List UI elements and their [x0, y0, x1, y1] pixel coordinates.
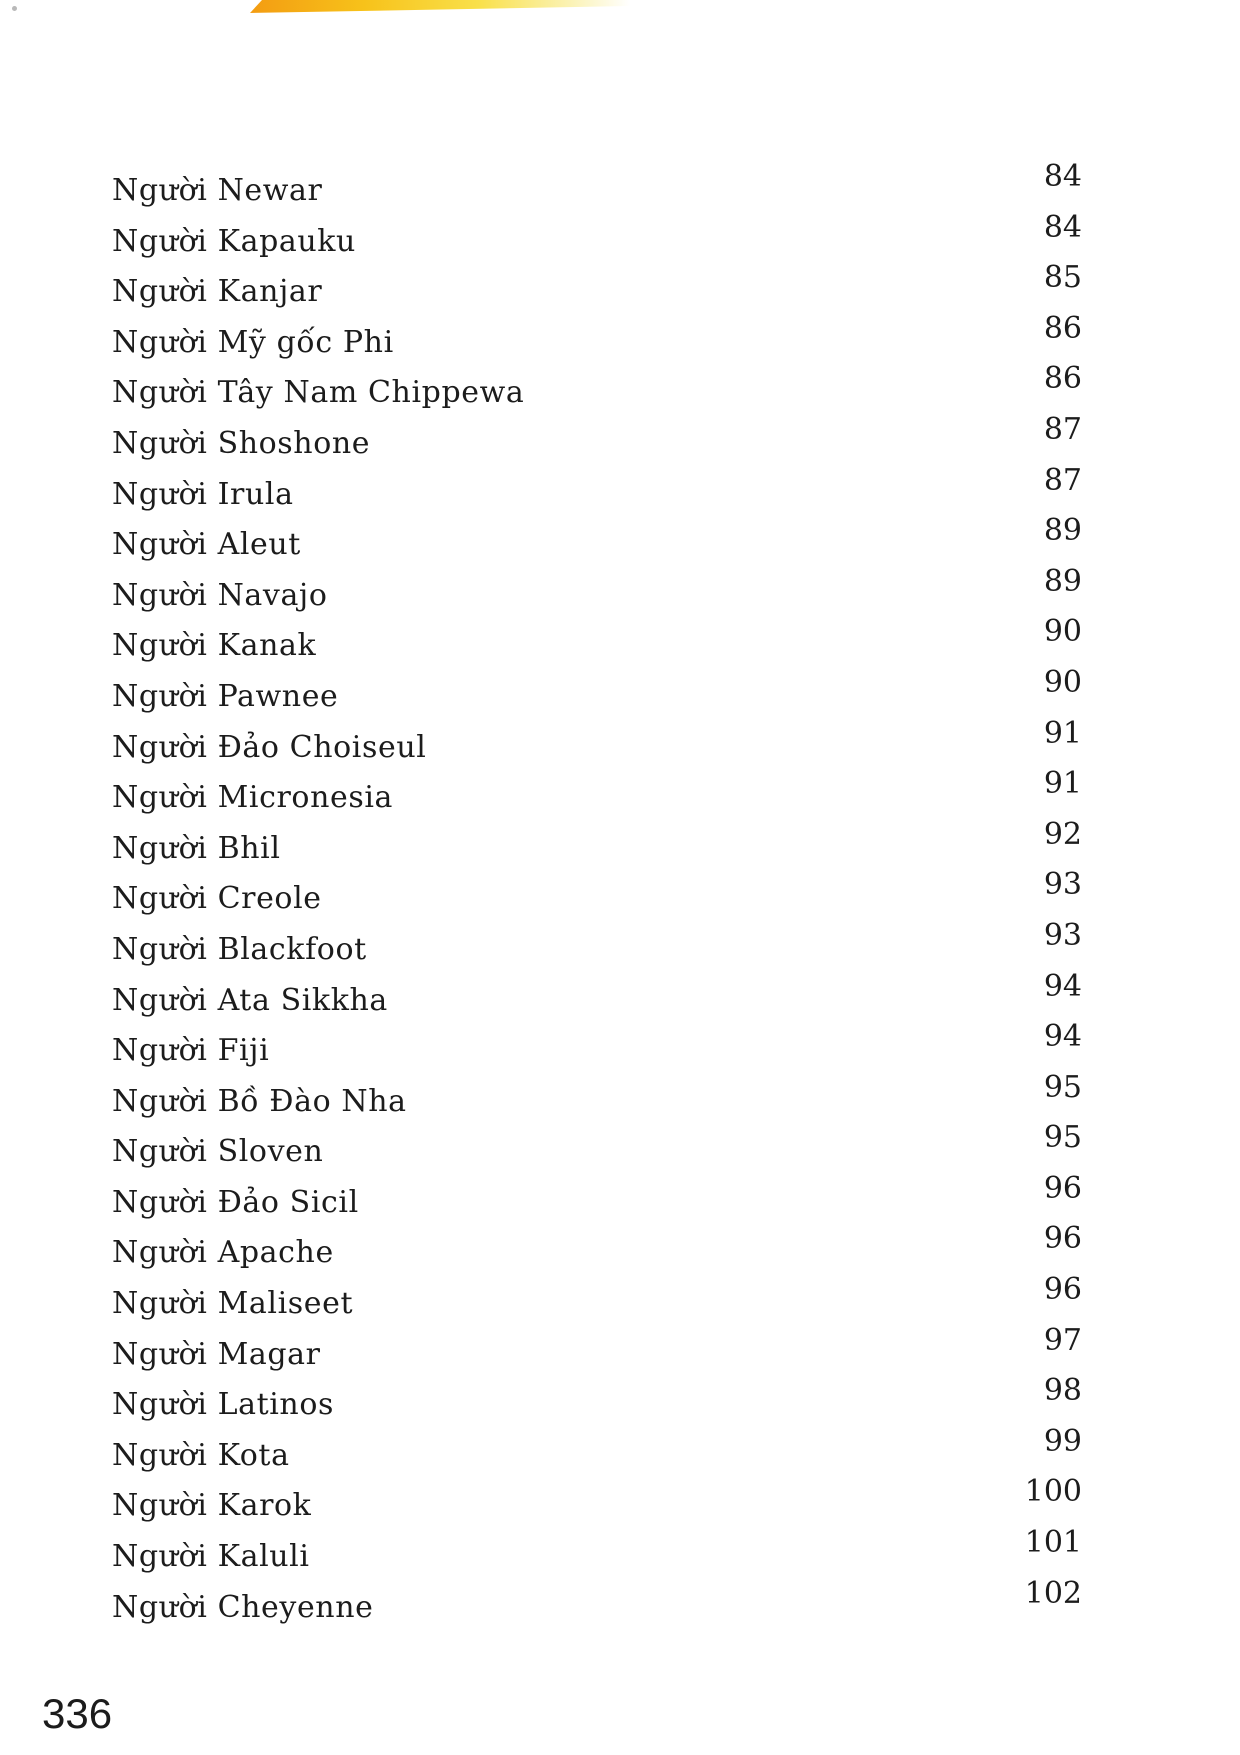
toc-entry — [112, 1575, 1082, 1633]
toc-entry-title: Người Aleut — [112, 527, 301, 563]
page-number: 336 — [42, 1690, 113, 1737]
toc-entry-page: 85 — [1043, 260, 1082, 296]
toc-entry-title: Người Navajo — [112, 577, 328, 613]
toc-entry-title: Người Magar — [112, 1336, 321, 1372]
toc-entry-title: Người Fiji — [112, 1033, 270, 1069]
toc-entry-title: Người Sloven — [112, 1134, 324, 1170]
toc-entry-page: 97 — [1043, 1322, 1082, 1358]
toc-entry — [112, 614, 1082, 671]
toc-entry-page: 90 — [1043, 664, 1082, 700]
toc-entry-title: Người Kapauku — [112, 223, 356, 259]
scan-mark — [12, 6, 17, 11]
table-of-contents — [112, 159, 1082, 1632]
toc-entry — [112, 159, 1082, 216]
toc-entry — [112, 867, 1082, 924]
toc-entry-page: 96 — [1043, 1221, 1082, 1257]
toc-entry-page: 90 — [1043, 614, 1082, 650]
toc-entry — [112, 462, 1082, 520]
toc-entry-title: Người Đảo Choiseul — [112, 729, 427, 765]
toc-entry-title: Người Kanak — [112, 628, 317, 664]
toc-entry — [112, 563, 1082, 621]
toc-entry-page: 95 — [1043, 1120, 1082, 1156]
toc-entry-page: 94 — [1043, 1019, 1082, 1055]
toc-entry-page: 89 — [1043, 513, 1082, 549]
toc-entry-page: 87 — [1043, 462, 1082, 498]
toc-entry-page: 96 — [1043, 1272, 1082, 1308]
toc-entry-page: 101 — [1024, 1525, 1082, 1561]
toc-entry — [112, 917, 1082, 975]
toc-entry-page: 91 — [1043, 715, 1082, 751]
toc-entry-page: 84 — [1043, 159, 1082, 194]
toc-entry-page: 100 — [1024, 1474, 1082, 1510]
toc-entry — [112, 1170, 1082, 1228]
toc-entry-title: Người Ata Sikkha — [112, 982, 388, 1018]
toc-entry-title: Người Đảo Sicil — [112, 1184, 359, 1220]
toc-entry-title: Người Cheyenne — [112, 1589, 374, 1625]
decorative-color-stripe — [250, 0, 630, 13]
toc-entry-title: Người Blackfoot — [112, 931, 367, 967]
toc-entry — [112, 361, 1082, 418]
toc-entry — [112, 513, 1082, 570]
toc-entry — [112, 1423, 1082, 1481]
toc-entry-title: Người Mỹ gốc Phi — [112, 324, 394, 360]
toc-entry-title: Người Kota — [112, 1437, 290, 1473]
toc-entry-page: 94 — [1043, 968, 1082, 1004]
toc-entry — [112, 1525, 1082, 1582]
toc-entry-title: Người Bhil — [112, 830, 281, 866]
toc-entry-page: 84 — [1043, 209, 1082, 245]
toc-entry-page: 91 — [1043, 766, 1082, 802]
toc-entry — [112, 1373, 1082, 1430]
toc-entry-title: Người Apache — [112, 1235, 334, 1271]
toc-entry-title: Người Newar — [112, 173, 323, 208]
toc-entry — [112, 411, 1082, 469]
toc-entry-page: 98 — [1043, 1373, 1082, 1409]
toc-entry-title: Người Irula — [112, 476, 294, 512]
toc-entry-title: Người Bồ Đào Nha — [112, 1083, 407, 1119]
toc-entry — [112, 715, 1082, 773]
toc-entry-title: Người Maliseet — [112, 1286, 354, 1322]
toc-entry — [112, 664, 1082, 722]
toc-entry — [112, 1272, 1082, 1329]
toc-entry-page: 102 — [1024, 1575, 1082, 1611]
toc-entry-page: 86 — [1043, 310, 1082, 346]
toc-entry-page: 93 — [1043, 917, 1082, 953]
toc-entry-title: Người Tây Nam Chippewa — [112, 375, 525, 411]
toc-entry-page: 96 — [1043, 1170, 1082, 1206]
toc-entry — [112, 1474, 1082, 1531]
toc-entry-title: Người Creole — [112, 881, 322, 917]
toc-entry-page: 92 — [1043, 816, 1082, 852]
toc-entry — [112, 968, 1082, 1026]
toc-entry-page: 99 — [1043, 1423, 1082, 1459]
toc-entry — [112, 1019, 1082, 1076]
toc-entry — [112, 310, 1082, 368]
toc-entry-title: Người Latinos — [112, 1387, 335, 1423]
toc-entry — [112, 766, 1082, 823]
toc-entry-title: Người Shoshone — [112, 425, 371, 461]
toc-entry — [112, 816, 1082, 874]
toc-entry — [112, 1221, 1082, 1278]
toc-entry-title: Người Kaluli — [112, 1539, 310, 1575]
toc-entry-title: Người Pawnee — [112, 678, 339, 714]
toc-entry-page: 89 — [1043, 563, 1082, 599]
toc-entry — [112, 1069, 1082, 1127]
toc-entry-page: 87 — [1043, 411, 1082, 447]
toc-entry-page: 93 — [1043, 867, 1082, 903]
toc-entry-title: Người Micronesia — [112, 780, 394, 816]
toc-entry-title: Người Karok — [112, 1488, 312, 1524]
toc-entry — [112, 209, 1082, 267]
toc-entry — [112, 1322, 1082, 1380]
toc-entry-title: Người Kanjar — [112, 274, 323, 310]
toc-entry — [112, 260, 1082, 317]
toc-entry-page: 86 — [1043, 361, 1082, 397]
toc-entry-page: 95 — [1043, 1069, 1082, 1105]
toc-entry — [112, 1120, 1082, 1177]
